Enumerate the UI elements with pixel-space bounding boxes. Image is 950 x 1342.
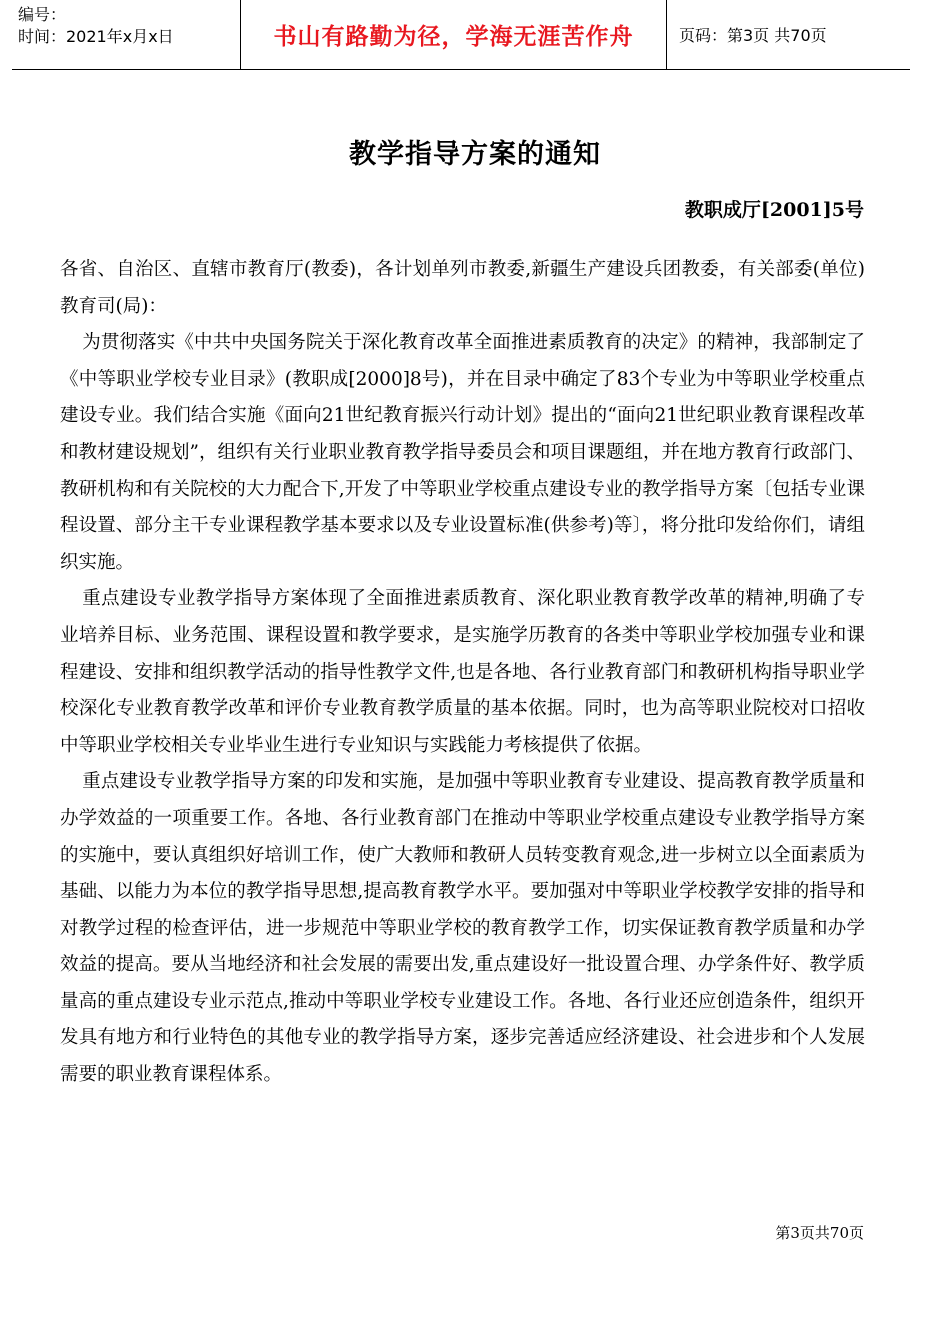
footer-page-number: 第3页共70页 (775, 1224, 864, 1242)
header-motto: 书山有路勤为径，学海无涯苦作舟 (241, 0, 667, 69)
header-page-label: 页码：第3页 共70页 (679, 26, 827, 45)
serial-label: 编号： (18, 5, 67, 24)
header-meta-cell (12, 0, 241, 69)
body-paragraph: 重点建设专业教学指导方案的印发和实施，是加强中等职业教育专业建设、提高教育教学质量和办学效益的一项重要工作。各地、各行业教育部门在推动中等职业学校重点建设专业教学指导方案的实施中，要认真组织好培训工作，使广大教师和教研人员转变教育观念,进一步树立以全面素质为基础、以能力为本位的教学指导思想,提高教育教学水平。要加强对中等职业学校教学安排的指导和对教学过程的检查评估，进一步规范中等职业学校的教育教学工作，切实保证教育教学质量和办学效益的提高。要从当地经济和社会发展的需要出发,重点建设好一批设置合理、办学条件好、教学质量高的重点建设专业示范点,推动中等职业学校专业建设工作。各地、各行业还应创造条件，组织开发具有地方和行业特色的其他专业的教学指导方案，逐步完善适应经济建设、社会进步和个人发展需要的职业教育课程体系。 (60, 771, 865, 1086)
salutation-paragraph: 各省、自治区、直辖市教育厅(教委)，各计划单列市教委,新疆生产建设兵团教委，有关部委(单位)教育司(局)： (60, 259, 865, 317)
body-paragraph: 重点建设专业教学指导方案体现了全面推进素质教育、深化职业教育教学改革的精神,明确了专业培养目标、业务范围、课程设置和教学要求，是实施学历教育的各类中等职业学校加强专业和课程建设、安排和组织教学活动的指导性教学文件,也是各地、各行业教育部门和教研机构指导职业学校深化专业教育教学改革和评价专业教育教学质量的基本依据。同时，也为高等职业院校对口招收中等职业学校相关专业毕业生进行专业知识与实践能力考核提供了依据。 (60, 588, 865, 756)
page-header (12, 0, 910, 70)
body-paragraph: 为贯彻落实《中共中央国务院关于深化教育改革全面推进素质教育的决定》的精神，我部制定了《中等职业学校专业目录》(教职成[2000]8号)，并在目录中确定了83个专业为中等职业学校重点建设专业。我们结合实施《面向21世纪教育振兴行动计划》提出的“面向21世纪职业教育课程改革和教材建设规划”，组织有关行业职业教育教学指导委员会和项目课题组，并在地方教育行政部门、教研机构和有关院校的大力配合下,开发了中等职业学校重点建设专业的教学指导方案〔包括专业课程设置、部分主干专业课程教学基本要求以及专业设置标准(供参考)等〕，将分批印发给你们，请组织实施。 (60, 332, 865, 573)
date-label: 时间：2021年x月x日 (18, 27, 174, 46)
document-body (60, 252, 865, 1094)
document-number: 教职成厅[2001]5号 (684, 199, 864, 221)
document-title: 教学指导方案的通知 (349, 139, 601, 170)
